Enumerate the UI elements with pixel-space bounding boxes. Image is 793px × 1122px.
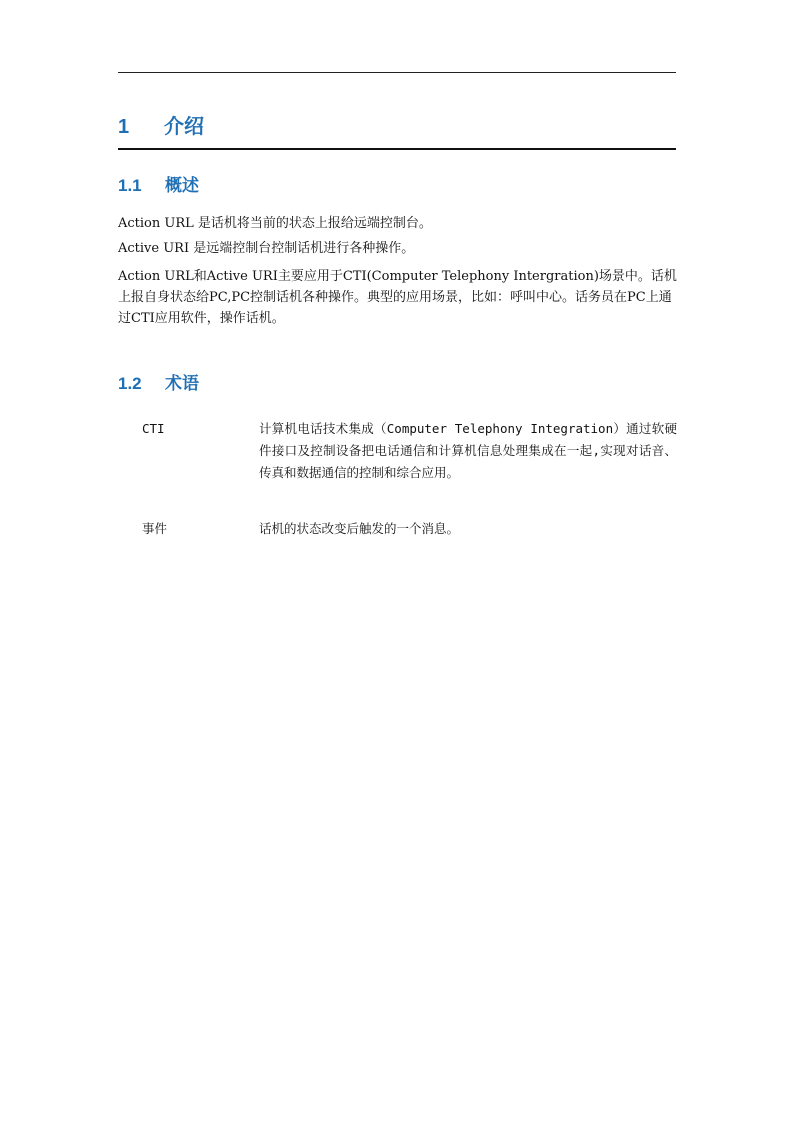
section-1-2-title: 术语	[165, 374, 199, 393]
section-1-heading	[118, 112, 676, 150]
term-definition: 计算机电话技术集成（Computer Telephony Integration）通过软硬件接口及控制设备把电话通信和计算机信息处理集成在一起,实现对话音、传真和数据通信的控制和综合应用。	[259, 421, 677, 480]
term-definition: 话机的状态改变后触发的一个消息。	[259, 521, 460, 536]
term-name: 事件	[142, 521, 168, 536]
section-1-number: 1	[118, 116, 130, 138]
header-rule	[118, 72, 676, 73]
overview-paragraph-active-uri: Active URI 是远端控制台控制话机进行各种操作。	[118, 241, 415, 256]
section-1-1-heading	[118, 173, 418, 199]
section-1-title: 介绍	[164, 116, 204, 138]
section-1-2-number: 1.2	[118, 374, 142, 393]
section-1-1-number: 1.1	[118, 176, 142, 195]
section-1-1-title: 概述	[165, 176, 199, 195]
overview-paragraph-action-url: Action URL 是话机将当前的状态上报给远端控制台。	[118, 216, 432, 231]
section-1-2-heading	[118, 371, 418, 397]
term-name: CTI	[142, 421, 165, 436]
overview-paragraph-usage: Action URL和Active URI主要应用于CTI(Computer Telephony Intergration)场景中。话机上报自身状态给PC,PC控制话机各种操作。典型的应用场景，比如：呼叫中心。话务员在PC上通过CTI应用软件，操作话机。	[118, 269, 677, 326]
